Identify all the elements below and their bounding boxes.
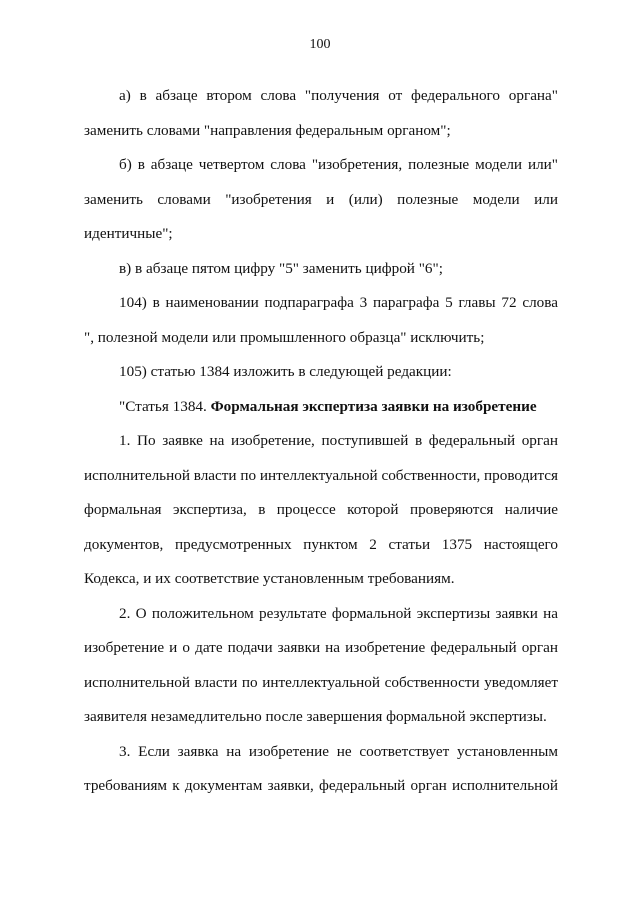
article-heading-prefix: "Статья 1384. xyxy=(119,397,211,415)
item-2-line-3: исполнительной власти по интеллектуальной собственности уведомляет xyxy=(84,673,558,691)
item-1-line-1: 1. По заявке на изобретение, поступившей в федеральный орган xyxy=(119,432,558,449)
item-3-line-1: 3. Если заявка на изобретение не соответствует установленным xyxy=(119,742,558,760)
paragraph-105-line-1: 105) статью 1384 изложить в следующей редакции: xyxy=(119,363,452,380)
item-1-line-5: Кодекса, и их соответствие установленным требованиям. xyxy=(84,570,455,587)
paragraph-b-line-3: идентичные"; xyxy=(84,225,173,242)
paragraph-v-line-1: в) в абзаце пятом цифру "5" заменить цифрой "6"; xyxy=(119,259,443,277)
item-3-line-2: требованиям к документам заявки, федеральный орган исполнительной xyxy=(84,777,558,794)
item-1-line-2: исполнительной власти по интеллектуальной собственности, проводится xyxy=(84,466,558,484)
item-1-line-3: формальная экспертиза, в процессе которой проверяются наличие xyxy=(84,501,558,518)
paragraph-a-line-2: заменить словами "направления федеральным органом"; xyxy=(84,121,451,139)
item-2-line-2: изобретение и о дате подачи заявки на изобретение федеральный орган xyxy=(84,639,558,656)
paragraph-a-line-1: а) в абзаце втором слова "получения от федерального органа" xyxy=(119,87,558,104)
paragraph-104-line-1: 104) в наименовании подпараграфа 3 параграфа 5 главы 72 слова xyxy=(119,294,558,311)
paragraph-104-line-2: ", полезной модели или промышленного образца" исключить; xyxy=(84,328,485,346)
item-2-line-4: заявителя незамедлительно после завершения формальной экспертизы. xyxy=(84,708,547,725)
paragraph-b-line-1: б) в абзаце четвертом слова "изобретения, полезные модели или" xyxy=(119,156,558,173)
page-number: 100 xyxy=(309,37,331,52)
article-heading xyxy=(84,390,558,425)
document-body xyxy=(84,79,558,804)
item-2-line-1: 2. О положительном результате формальной экспертизы заявки на xyxy=(119,604,558,622)
article-heading-title: Формальная экспертиза заявки на изобретение xyxy=(210,397,537,415)
paragraph-b-line-2: заменить словами "изобретения и (или) полезные модели или xyxy=(84,190,558,208)
item-1-line-4: документов, предусмотренных пунктом 2 статьи 1375 настоящего xyxy=(84,535,558,553)
